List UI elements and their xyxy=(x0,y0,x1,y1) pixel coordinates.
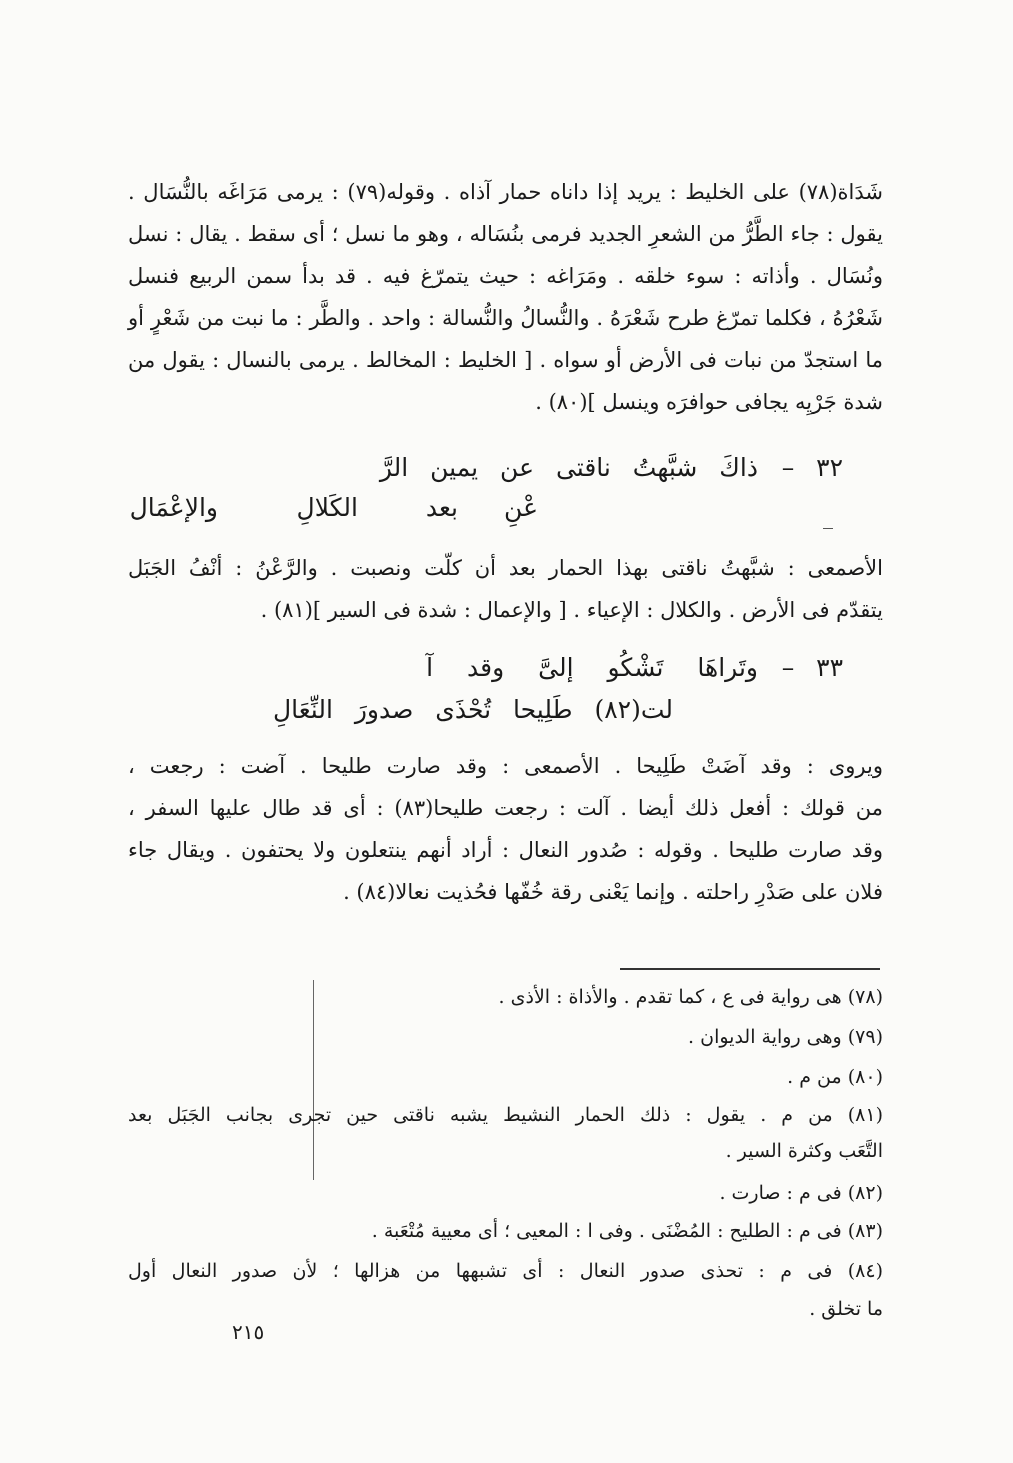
verse-word: الكَلالِ xyxy=(296,493,358,522)
scan-line-artifact xyxy=(313,980,314,1180)
footnote-separator xyxy=(620,968,880,970)
verse-line-1: وتَراهَا تَشْكُو إلىَّ وقد آ xyxy=(426,653,758,682)
verse-word: بعد xyxy=(425,493,458,522)
verse-line-1: ذاكَ شبَّهتُ ناقتى عن يمين الرَّ xyxy=(379,453,758,482)
footnote-79: (٧٩) وهى رواية الديوان . xyxy=(688,1026,883,1048)
commentary-line: ويروى : وقد آضَتْ طَلِيحا . الأصمعى : وقد صارت طليحا . آضت : رجعت ، xyxy=(128,754,883,778)
commentary-line: شَدَاة(٧٨) على الخليط : يريد إذا داناه حمار آذاه . وقوله(٧٩) : يرمى مَرَاغَه بالنُّسَال . xyxy=(128,180,883,204)
commentary-line: شدة جَرْيِه يجافى حوافرَه وينسل ](٨٠) . xyxy=(535,390,883,414)
footnote-78: (٧٨) هى رواية فى ع ، كما تقدم . والأذاة : الأذى . xyxy=(498,986,883,1008)
commentary-line: الأصمعى : شبَّهتُ ناقتى بهذا الحمار بعد أن كلّت ونصبت . والرَّعْنُ : أنْفُ الجَبَل xyxy=(128,556,883,580)
commentary-line: ما استجدّ من نبات فى الأرض أو سواه . [ الخليط : المخالط . يرمى بالنسال : يقول من xyxy=(128,348,883,372)
verse-word: عْنِ xyxy=(504,493,538,522)
commentary-line: يتقدّم فى الأرض . والكلال : الإعياء . [ والإعمال : شدة فى السير ](٨١) . xyxy=(260,598,883,622)
footnote-80: (٨٠) من م . xyxy=(787,1066,883,1088)
commentary-line: يقول : جاء الطَّرُّ من الشعرِ الجديد فرمى بنُسَاله ، وهو ما نسل ؛ أى سقط . يقال : نسل xyxy=(128,222,883,246)
verse-line-2: لت(٨٢) طَلِيحا تُحْذَى صدورَ النِّعَالِ xyxy=(272,695,673,724)
footnote-81: (٨١) من م . يقول : ذلك الحمار النشيط يشبه ناقتى حين تجرى بجانب الجَبَل بعد xyxy=(128,1104,883,1126)
commentary-line: ونُسَال . وأذاته : سوء خلقه . ومَرَاغه : حيث يتمرّغ فيه . قد بدأ سمن الربيع فنسل xyxy=(128,264,883,288)
page-number: ٢١٥ xyxy=(232,1320,265,1344)
commentary-line: وقد صارت طليحا . وقوله : صُدور النعال : أراد أنهم ينتعلون ولا يحتفون . ويقال جاء xyxy=(128,838,883,862)
footnote-84-cont: ما تخلق . xyxy=(809,1298,883,1320)
footnote-82: (٨٢) فى م : صارت . xyxy=(719,1182,883,1204)
verse-word: والإعْمَال xyxy=(129,493,218,522)
commentary-line: فلان على صَدْرِ راحلته . وإنما يَعْنى رقة خُفّها فحُذيت نعالا(٨٤) . xyxy=(343,880,883,904)
footnote-81-cont: التَّعَب وكثرة السير . xyxy=(725,1140,883,1162)
commentary-line: شَعْرُهُ ، فكلما تمرّغ طرح شَعْرَهُ . والنُّسالُ والنُّسالة : واحد . والطَّر : ما نبت من شَعْرٍ أو xyxy=(128,306,883,330)
verse-number: ٣٣ – xyxy=(781,653,843,682)
commentary-line: من قولك : أفعل ذلك أيضا . آلت : رجعت طليحا(٨٣) : أى قد طال عليها السفر ، xyxy=(128,796,883,820)
margin-mark xyxy=(823,528,833,529)
verse-number: ٣٢ – xyxy=(781,453,843,482)
footnote-84: (٨٤) فى م : تحذى صدور النعال : أى تشبهها من هزالها ؛ لأن صدور النعال أول xyxy=(128,1260,883,1282)
footnote-83: (٨٣) فى م : الطليح : المُضْنَى . وفى ا : المعيى ؛ أى معيية مُتْعَبة . xyxy=(371,1220,883,1242)
